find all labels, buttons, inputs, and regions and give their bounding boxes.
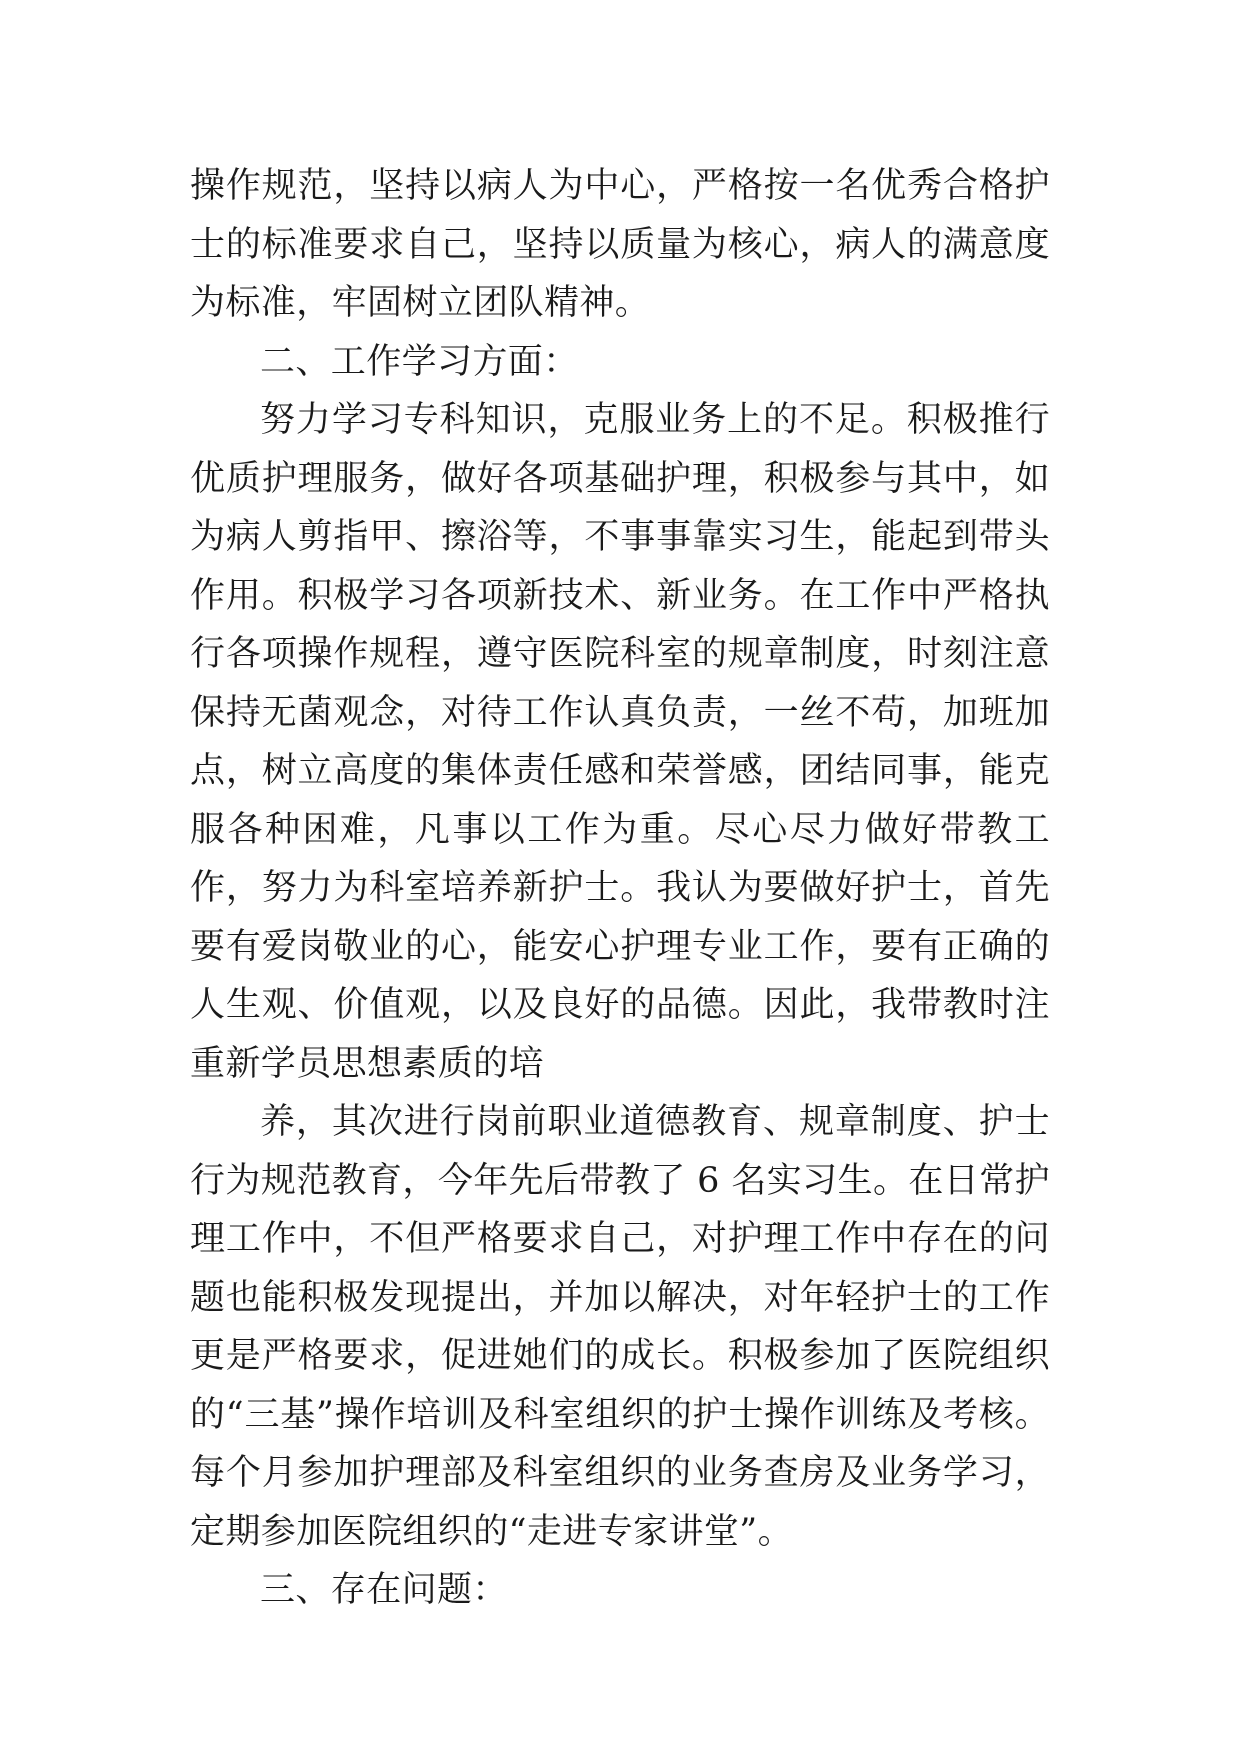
text-line: 不但严格要求自己，对护理工作中存在的问题也能积极发现 <box>190 1219 1050 1318</box>
text-line: 护理服务，做好各项基础护理，积极参与其中，如为病人剪 <box>190 458 1050 557</box>
text-line: 三、存在问题： <box>260 1570 508 1610</box>
text-line: 室组织的护士操作训练及考核。每个月参加护理部及科室组 <box>190 1394 1050 1493</box>
text-line: 规范教育，今年先后带教了 6 名实习生。在日常护理工作中， <box>190 1160 1050 1259</box>
text-line: 教时注重新学员思想素质的培 <box>190 985 1050 1084</box>
text-line: 和荣誉感，团结同事，能克服各种困难，凡事以工作为重。 <box>190 751 1050 850</box>
section-heading <box>190 1561 1050 1620</box>
paragraph <box>190 391 1050 1093</box>
text-line: 遵守医院科室的规章制度，时刻注意保持无菌观念，对待工 <box>190 634 1051 733</box>
text-line: 努力学习专科知识，克服业务上的不足。积极推行优质 <box>190 400 1050 499</box>
text-line: 讲堂”。 <box>668 1511 793 1552</box>
paragraph <box>190 157 1050 333</box>
text-line: 她们的成长。积极参加了医院组织的“三基”操作培训及科 <box>190 1336 1050 1435</box>
paragraph <box>190 1093 1050 1561</box>
text-line: 要有正确的人生观、价值观，以及良好的品德。因此，我带 <box>190 926 1050 1025</box>
text-line: 尽心尽力做好带教工作，努力为科室培养新护士。我认为要 <box>190 809 1050 908</box>
text-line: 牢固树立团队精神。 <box>331 283 651 323</box>
text-line: 做好护士，首先要有爱岗敬业的心，能安心护理专业工作， <box>190 868 1050 967</box>
text-line: 养，其次进行岗前职业道德教育、规章制度、护士行为 <box>190 1102 1050 1201</box>
section-heading <box>190 333 1050 392</box>
text-line: 织的业务查房及业务学习，定期参加医院组织的“走进专家 <box>190 1453 1050 1552</box>
text-line: 提出，并加以解决，对年轻护士的工作更是严格要求，促进 <box>190 1277 1050 1376</box>
text-line: 二、工作学习方面： <box>260 341 579 382</box>
text-line: 习各项新技术、新业务。在工作中严格执行各项操作规程， <box>190 575 1051 674</box>
document-body <box>190 157 1050 1620</box>
text-line: 指甲、擦浴等，不事事靠实习生，能起到带头作用。积极学 <box>190 517 1050 616</box>
text-line: 操作规范，坚持以病人为中心，严格按一名优秀合格护士的 <box>190 166 1050 265</box>
text-line: 标准要求自己，坚持以质量为核心，病人的满意度为标准， <box>190 224 1050 323</box>
text-line: 作认真负责，一丝不苟，加班加点，树立高度的集体责任感 <box>190 692 1050 791</box>
